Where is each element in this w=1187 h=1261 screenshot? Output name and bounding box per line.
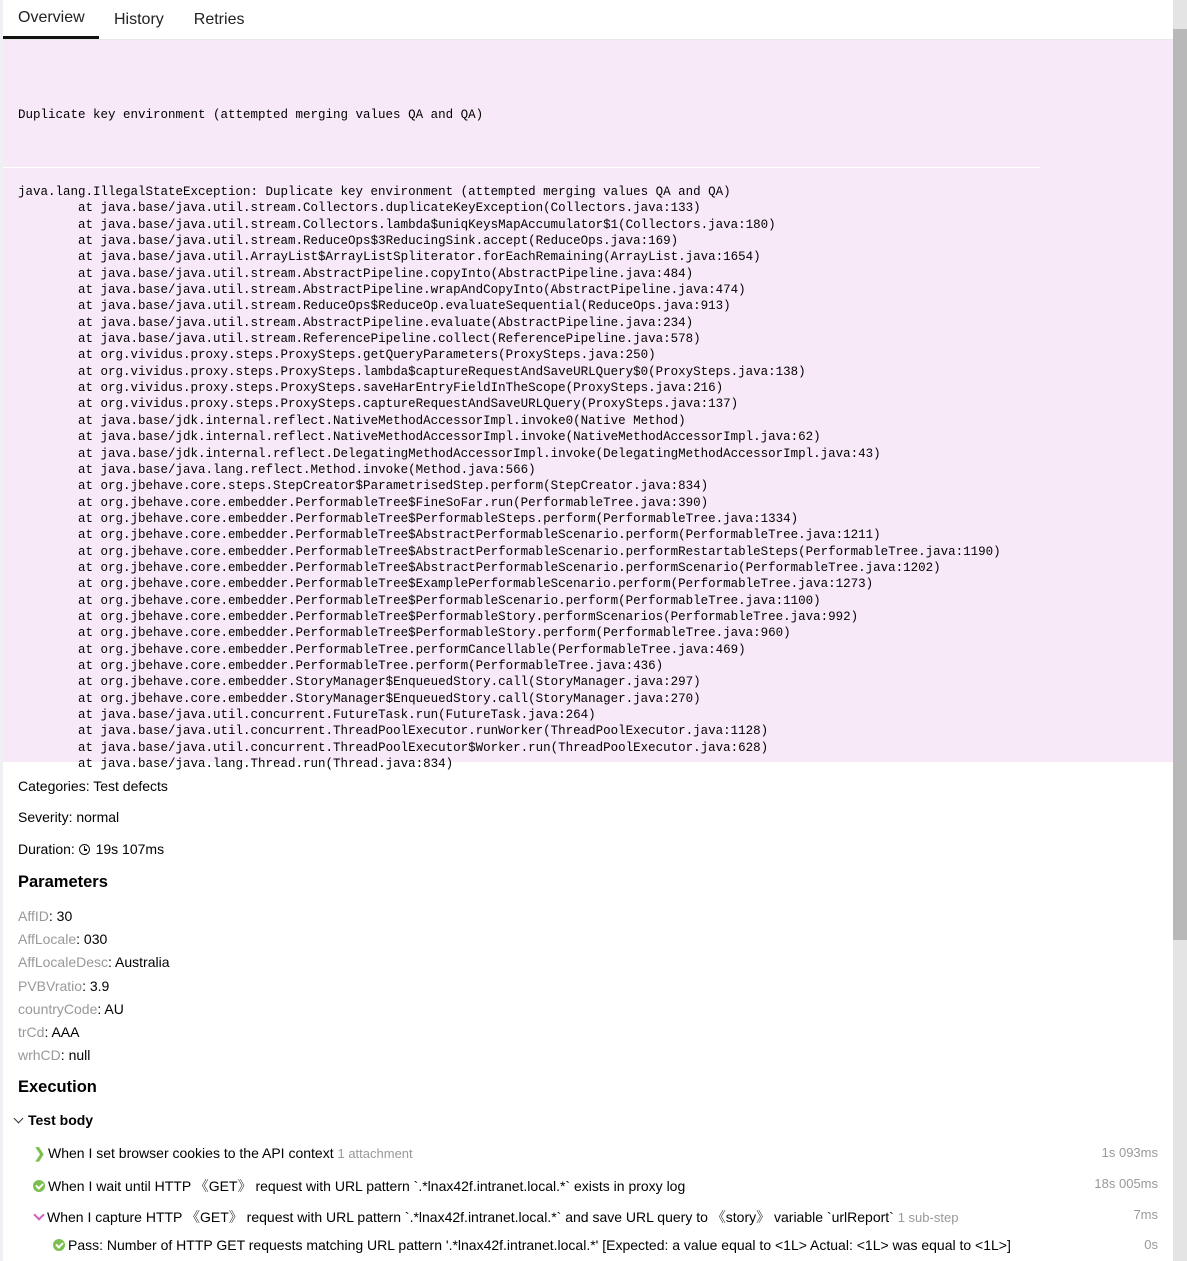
stack-trace-line: at java.base/java.util.stream.Collectors.lambda$uniqKeysMapAccumulator$1(Collectors.java:180) — [18, 217, 776, 232]
parameter-value: 30 — [56, 908, 73, 924]
stack-trace — [18, 184, 1001, 772]
stack-trace-line: at org.jbehave.core.embedder.PerformableTree$AbstractPerformableScenario.perform(PerformableTree.java:1211) — [18, 528, 881, 543]
stack-trace-line: at org.jbehave.core.embedder.StoryManager$EnqueuedStory.call(StoryManager.java:270) — [18, 691, 701, 706]
stack-trace-line: java.lang.IllegalStateException: Duplicate key environment (attempted merging values QA and QA) — [18, 185, 731, 199]
parameter-value: null — [68, 1047, 91, 1064]
parameter-row: AffLocale: 030 — [18, 931, 108, 948]
check-circle-icon — [53, 1239, 65, 1251]
stack-trace-line: at org.vividus.proxy.steps.ProxySteps.captureRequestAndSaveURLQuery(ProxySteps.java:137) — [18, 397, 739, 412]
stack-trace-line: at java.base/java.util.stream.ReduceOps$3ReducingSink.accept(ReduceOps.java:169) — [18, 234, 679, 249]
stack-trace-line: at java.base/java.util.stream.Collectors.duplicateKeyException(Collectors.java:133) — [18, 201, 701, 216]
chevron-down-icon — [33, 1209, 44, 1220]
stack-trace-line: at java.base/java.util.stream.AbstractPipeline.evaluate(AbstractPipeline.java:234) — [18, 315, 694, 330]
stack-trace-line: at org.jbehave.core.embedder.PerformableTree.performCancellable(PerformableTree.java:469) — [18, 642, 746, 657]
stack-trace-line: at java.base/java.util.stream.AbstractPipeline.copyInto(AbstractPipeline.java:484) — [18, 266, 694, 281]
error-block — [3, 40, 1173, 772]
parameter-value: 030 — [83, 931, 108, 948]
parameters-heading: Parameters — [18, 873, 108, 891]
severity: Severity: normal — [18, 809, 120, 825]
stack-trace-line: at org.jbehave.core.embedder.PerformableTree$PerformableStory.perform(PerformableTree.java:960) — [18, 626, 791, 641]
step-duration: 0s — [1144, 1237, 1158, 1252]
chevron-right-icon: ❯ — [33, 1145, 46, 1161]
stack-trace-line: at org.jbehave.core.embedder.StoryManager$EnqueuedStory.call(StoryManager.java:297) — [18, 675, 701, 690]
stack-trace-line: at org.jbehave.core.embedder.PerformableTree$AbstractPerformableScenario.performRestartableSteps(PerformableTree.java:1190) — [18, 544, 1001, 559]
stack-trace-line: at java.base/java.util.stream.AbstractPipeline.wrapAndCopyInto(AbstractPipeline.java:474) — [18, 283, 746, 298]
divider — [3, 167, 1040, 168]
step-duration: 1s 093ms — [1101, 1145, 1158, 1160]
step-row[interactable] — [33, 1176, 1158, 1196]
parameter-row: AffID: 30 — [18, 908, 73, 924]
stack-trace-line: at org.jbehave.core.embedder.PerformableTree$AbstractPerformableScenario.performScenario(PerformableTree.java:1202) — [18, 560, 941, 575]
tab-bar — [3, 0, 1173, 40]
stack-trace-line: at java.base/jdk.internal.reflect.DelegatingMethodAccessorImpl.invoke(DelegatingMethodAccessorImpl.java:43) — [18, 446, 881, 461]
duration — [18, 841, 164, 857]
step-text: Pass: Number of HTTP GET requests matching URL pattern '.*lnax42f.intranet.local.*' [Expected: a value equal to <1L> Actual: <1L> was equal to <1L>] — [68, 1237, 1011, 1253]
step-row[interactable] — [33, 1145, 1158, 1162]
step-row[interactable] — [33, 1207, 1158, 1227]
stack-trace-line: at org.vividus.proxy.steps.ProxySteps.getQueryParameters(ProxySteps.java:250) — [18, 348, 656, 363]
tab-overview[interactable]: Overview — [3, 0, 99, 39]
parameter-key: wrhCD — [18, 1047, 61, 1064]
stack-trace-line: at java.base/java.util.ArrayList$ArrayListSpliterator.forEachRemaining(ArrayList.java:1654) — [18, 250, 761, 265]
scrollbar-thumb[interactable] — [1173, 29, 1187, 940]
test-result-pane — [3, 0, 1173, 1261]
stack-trace-line: at org.jbehave.core.embedder.PerformableTree$ExamplePerformableScenario.perform(PerformableTree.java:1273) — [18, 577, 874, 592]
parameter-value: Australia — [115, 954, 170, 971]
parameter-key: AffLocale — [18, 931, 77, 948]
stack-trace-line: at org.jbehave.core.embedder.PerformableTree$PerformableStory.performScenarios(PerformableTree.java:992) — [18, 609, 859, 624]
step-duration: 7ms — [1133, 1207, 1158, 1222]
stack-trace-line: at java.base/java.util.stream.ReduceOps$ReduceOp.evaluateSequential(ReduceOps.java:913) — [18, 299, 731, 314]
stack-trace-line: at org.jbehave.core.embedder.PerformableTree$FineSoFar.run(PerformableTree.java:390) — [18, 495, 709, 510]
parameter-row: PVBVratio: 3.9 — [18, 977, 110, 994]
stack-trace-line: at org.jbehave.core.embedder.PerformableTree.perform(PerformableTree.java:436) — [18, 658, 664, 673]
stack-trace-line: at java.base/java.util.stream.ReferencePipeline.collect(ReferencePipeline.java:578) — [18, 332, 701, 347]
step-meta: 1 sub-step — [897, 1210, 959, 1225]
parameter-value: AAA — [51, 1024, 80, 1040]
test-body-toggle[interactable] — [13, 1112, 93, 1128]
stack-trace-line: at org.jbehave.core.steps.StepCreator$ParametrisedStep.perform(StepCreator.java:834) — [18, 479, 709, 494]
clock-icon — [79, 844, 90, 855]
step-text: When I set browser cookies to the API context — [48, 1145, 334, 1161]
stack-trace-line: at java.base/java.lang.reflect.Method.invoke(Method.java:566) — [18, 462, 536, 477]
stack-trace-line: at java.base/jdk.internal.reflect.NativeMethodAccessorImpl.invoke0(Native Method) — [18, 413, 686, 428]
duration-label: Duration: — [18, 841, 75, 857]
parameter-key: AffLocaleDesc — [18, 954, 109, 971]
parameter-key: trCd — [18, 1024, 45, 1040]
error-message: Duplicate key environment (attempted merging values QA and QA) — [18, 108, 484, 122]
parameter-row: countryCode: AU — [18, 1000, 124, 1017]
step-duration: 18s 005ms — [1094, 1176, 1158, 1191]
step-text: When I capture HTTP 《GET》 request with URL pattern `.*lnax42f.intranet.local.*` and save URL query to 《story》 variable `urlReport` — [47, 1209, 894, 1225]
tab-retries[interactable]: Retries — [193, 11, 245, 28]
chevron-down-icon — [14, 1114, 24, 1124]
execution-heading: Execution — [18, 1078, 97, 1096]
tab-history[interactable]: History — [114, 11, 164, 28]
parameter-row: trCd: AAA — [18, 1024, 80, 1040]
parameter-key: AffID — [18, 908, 49, 924]
stack-trace-line: at org.jbehave.core.embedder.PerformableTree$PerformableSteps.perform(PerformableTree.java:1334) — [18, 511, 799, 526]
stack-trace-line: at java.base/java.util.concurrent.ThreadPoolExecutor.runWorker(ThreadPoolExecutor.java:1128) — [18, 724, 769, 739]
parameter-value: 3.9 — [89, 977, 110, 994]
step-meta: 1 attachment — [337, 1146, 413, 1161]
step-row[interactable] — [53, 1237, 1158, 1253]
check-circle-icon — [33, 1180, 45, 1192]
stack-trace-line: at java.base/jdk.internal.reflect.NativeMethodAccessorImpl.invoke(NativeMethodAccessorImpl.java:62) — [18, 430, 821, 445]
stack-trace-line: at org.vividus.proxy.steps.ProxySteps.lambda$captureRequestAndSaveURLQuery$0(ProxySteps.java:138) — [18, 364, 806, 379]
parameter-key: countryCode — [18, 1000, 98, 1017]
categories: Categories: Test defects — [18, 778, 168, 794]
parameter-row: wrhCD: null — [18, 1047, 91, 1064]
group-label: Test body — [28, 1112, 94, 1128]
stack-trace-line: at java.base/java.util.concurrent.FutureTask.run(FutureTask.java:264) — [18, 708, 596, 722]
stack-trace-line: at java.base/java.util.concurrent.ThreadPoolExecutor$Worker.run(ThreadPoolExecutor.java:628) — [18, 740, 769, 755]
parameter-key: PVBVratio — [18, 977, 83, 994]
parameter-row: AffLocaleDesc: Australia — [18, 954, 170, 971]
duration-value: 19s 107ms — [95, 841, 165, 857]
stack-trace-line: at org.vividus.proxy.steps.ProxySteps.saveHarEntryFieldInTheScope(ProxySteps.java:216) — [18, 381, 724, 396]
stack-trace-line: at org.jbehave.core.embedder.PerformableTree$PerformableScenario.perform(PerformableTree.java:1100) — [18, 593, 821, 608]
step-text: When I wait until HTTP 《GET》 request with URL pattern `.*lnax42f.intranet.local.*` exists in proxy log — [48, 1178, 686, 1194]
parameter-value: AU — [104, 1000, 124, 1017]
stack-trace-line: at java.base/java.lang.Thread.run(Thread.java:834) — [18, 757, 454, 772]
